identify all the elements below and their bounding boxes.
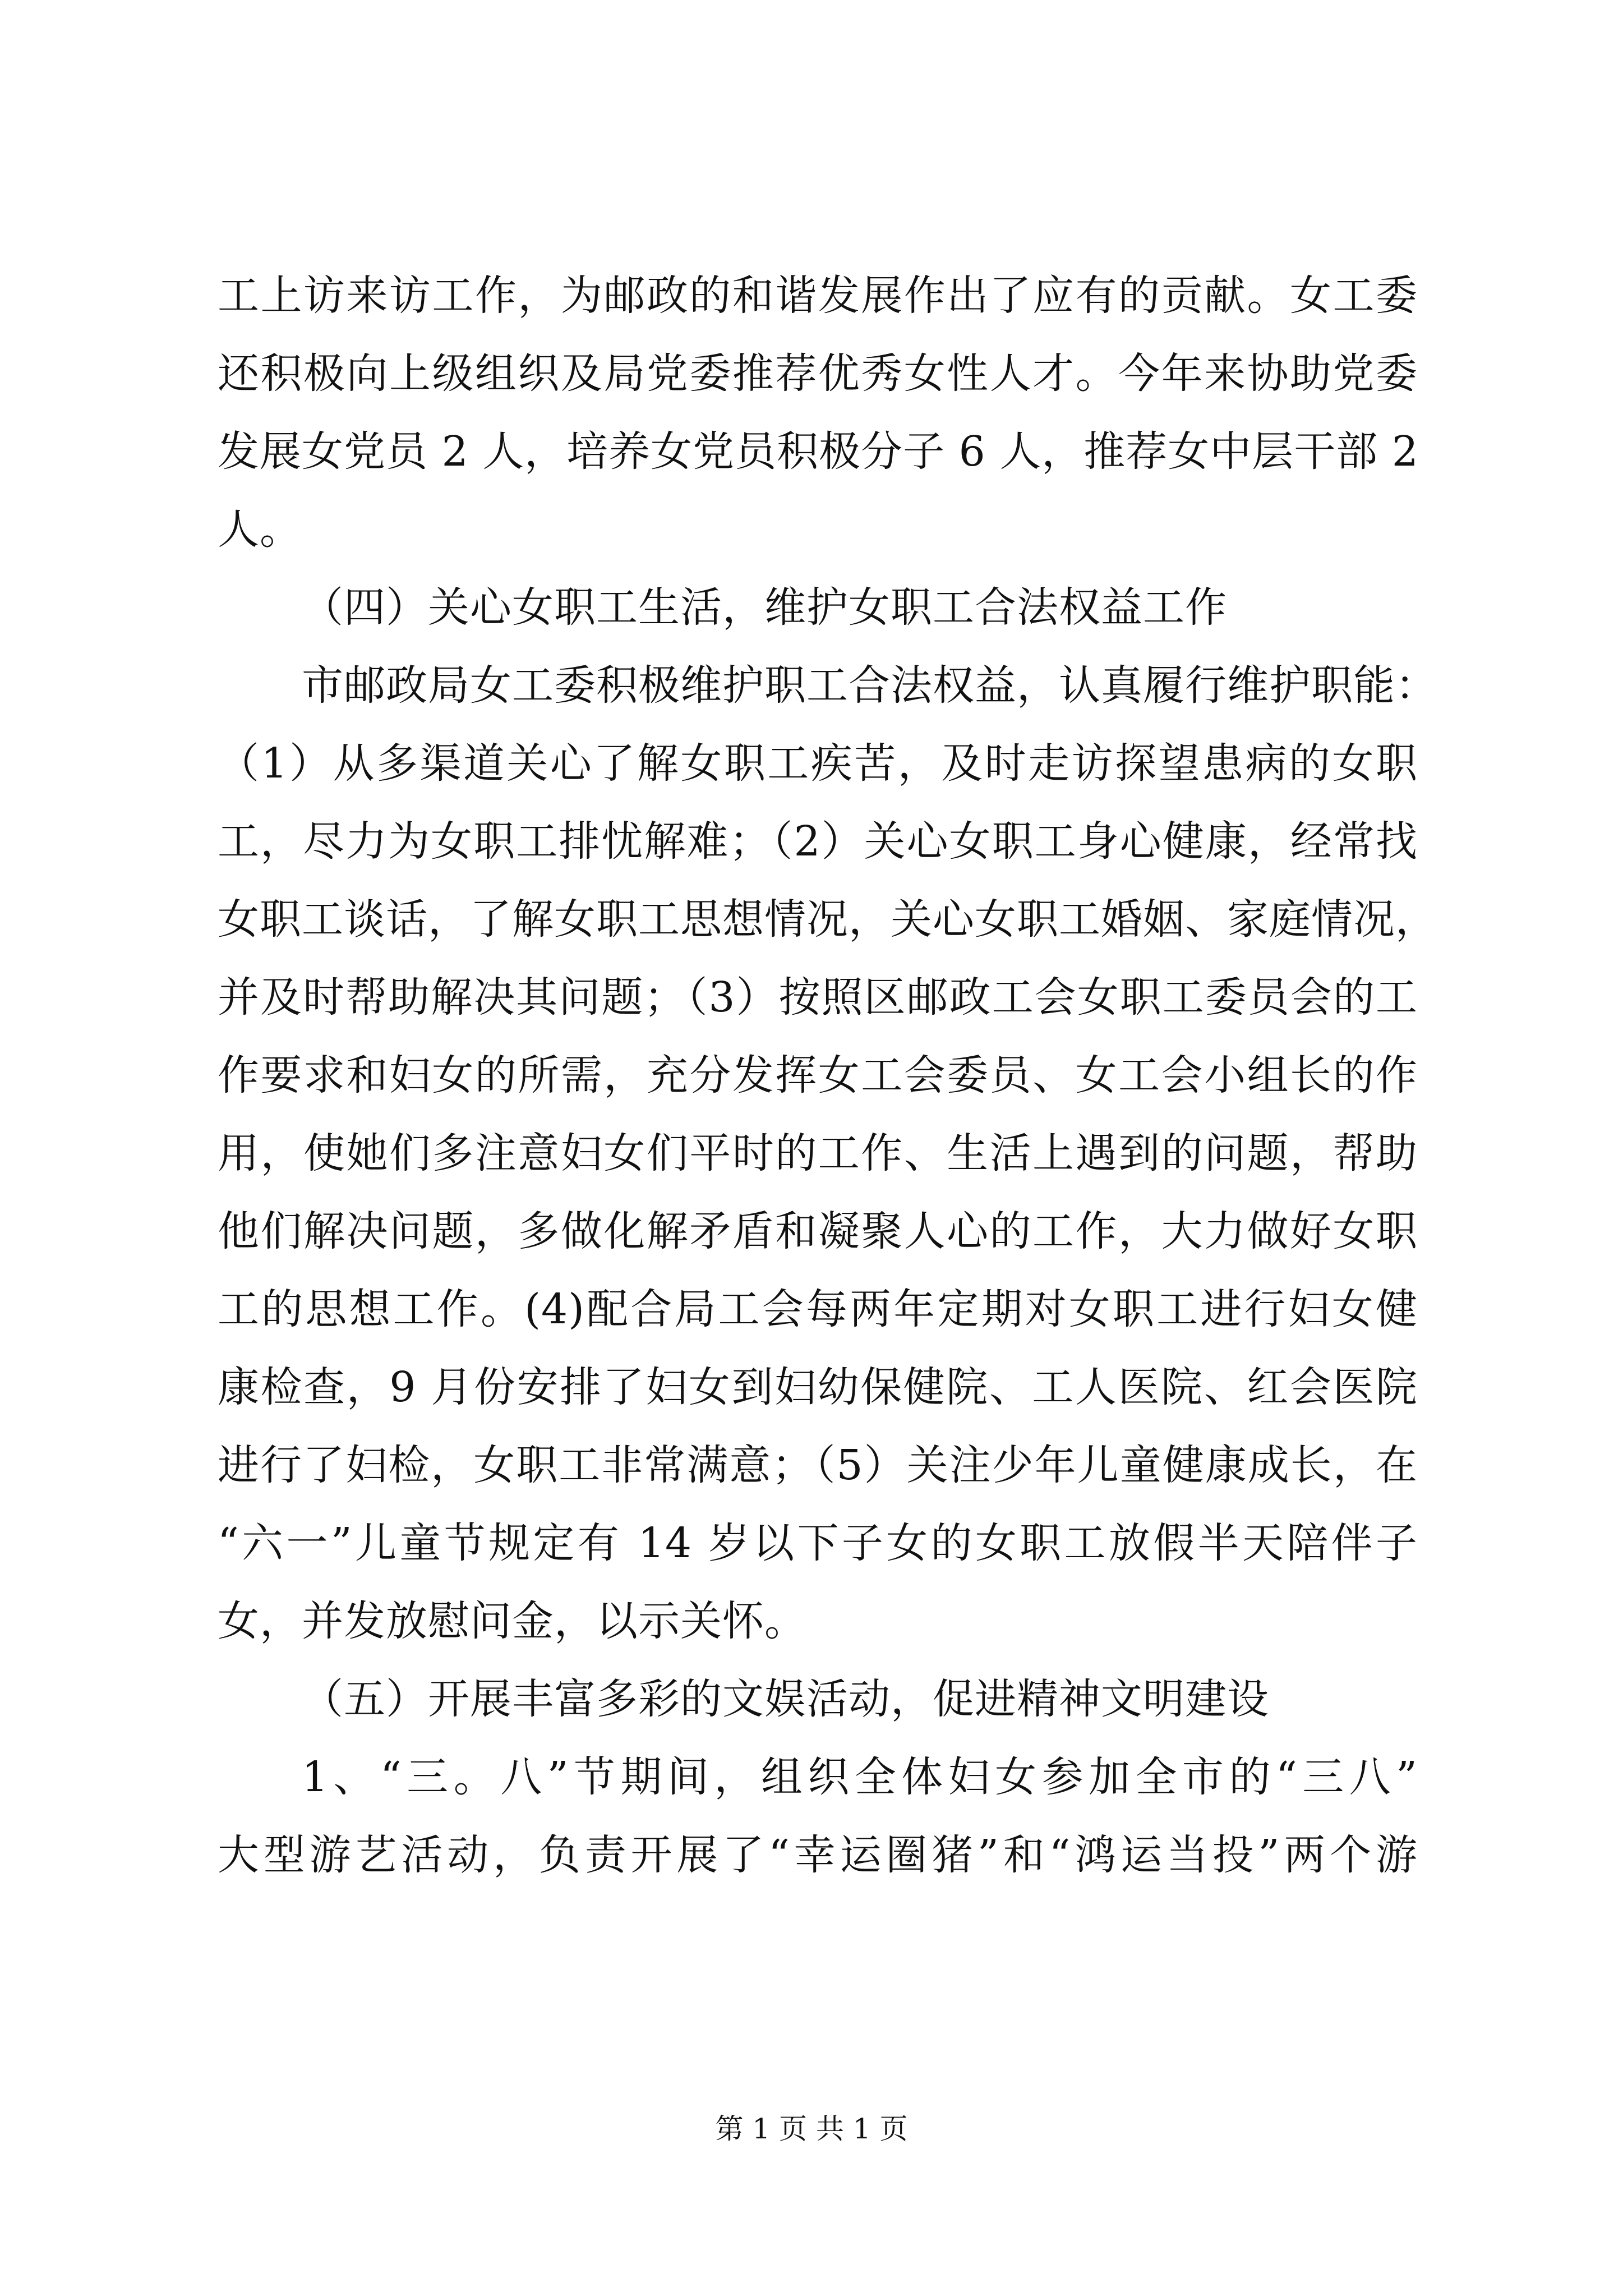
text-line: 市邮政局女工委积极维护职工合法权益，认真履行维护职能：	[302, 661, 1437, 710]
text-line: 人。	[218, 505, 302, 554]
text-line: （1）从多渠道关心了解女职工疾苦，及时走访探望患病的女职	[218, 739, 1418, 788]
text-line: 还积极向上级组织及局党委推荐优秀女性人才。今年来协助党委	[218, 349, 1418, 398]
text-line: 女，并发放慰问金，以示关怀。	[218, 1597, 806, 1645]
text-line: “六一”儿童节规定有 14 岁以下子女的女职工放假半天陪伴子	[218, 1519, 1418, 1567]
text-line: 工上访来访工作，为邮政的和谐发展作出了应有的贡献。女工委	[218, 272, 1418, 320]
document-body	[218, 257, 1437, 1894]
section-heading-5: （五）开展丰富多彩的文娱活动，促进精神文明建设	[302, 1675, 1269, 1723]
text-line: 康检查，9 月份安排了妇女到妇幼保健院、工人医院、红会医院	[218, 1363, 1418, 1411]
section-heading-4: （四）关心女职工生活，维护女职工合法权益工作	[302, 583, 1227, 632]
text-line: 工，尽力为女职工排忧解难；（2）关心女职工身心健康，经常找	[218, 817, 1418, 866]
text-line: 工的思想工作。(4)配合局工会每两年定期对女职工进行妇女健	[218, 1285, 1418, 1333]
text-line: 进行了妇检，女职工非常满意；（5）关注少年儿童健康成长，在	[218, 1441, 1418, 1489]
text-line: 发展女党员 2 人，培养女党员积极分子 6 人，推荐女中层干部 2	[218, 427, 1419, 476]
text-line: 女职工谈话，了解女职工思想情况，关心女职工婚姻、家庭情况，	[218, 895, 1437, 944]
text-line: 1、“三。八”节期间，组织全体妇女参加全市的“三八”	[302, 1753, 1418, 1801]
text-line: 用，使她们多注意妇女们平时的工作、生活上遇到的问题，帮助	[218, 1129, 1418, 1177]
page-footer: 第 1 页 共 1 页	[715, 2113, 908, 2145]
text-line: 大型游艺活动，负责开展了“幸运圈猪”和“鸿运当投”两个游	[218, 1831, 1418, 1879]
text-line: 并及时帮助解决其问题；（3）按照区邮政工会女职工委员会的工	[218, 973, 1418, 1022]
text-line: 作要求和妇女的所需，充分发挥女工会委员、女工会小组长的作	[218, 1051, 1418, 1099]
text-line: 他们解决问题，多做化解矛盾和凝聚人心的工作，大力做好女职	[218, 1207, 1418, 1255]
